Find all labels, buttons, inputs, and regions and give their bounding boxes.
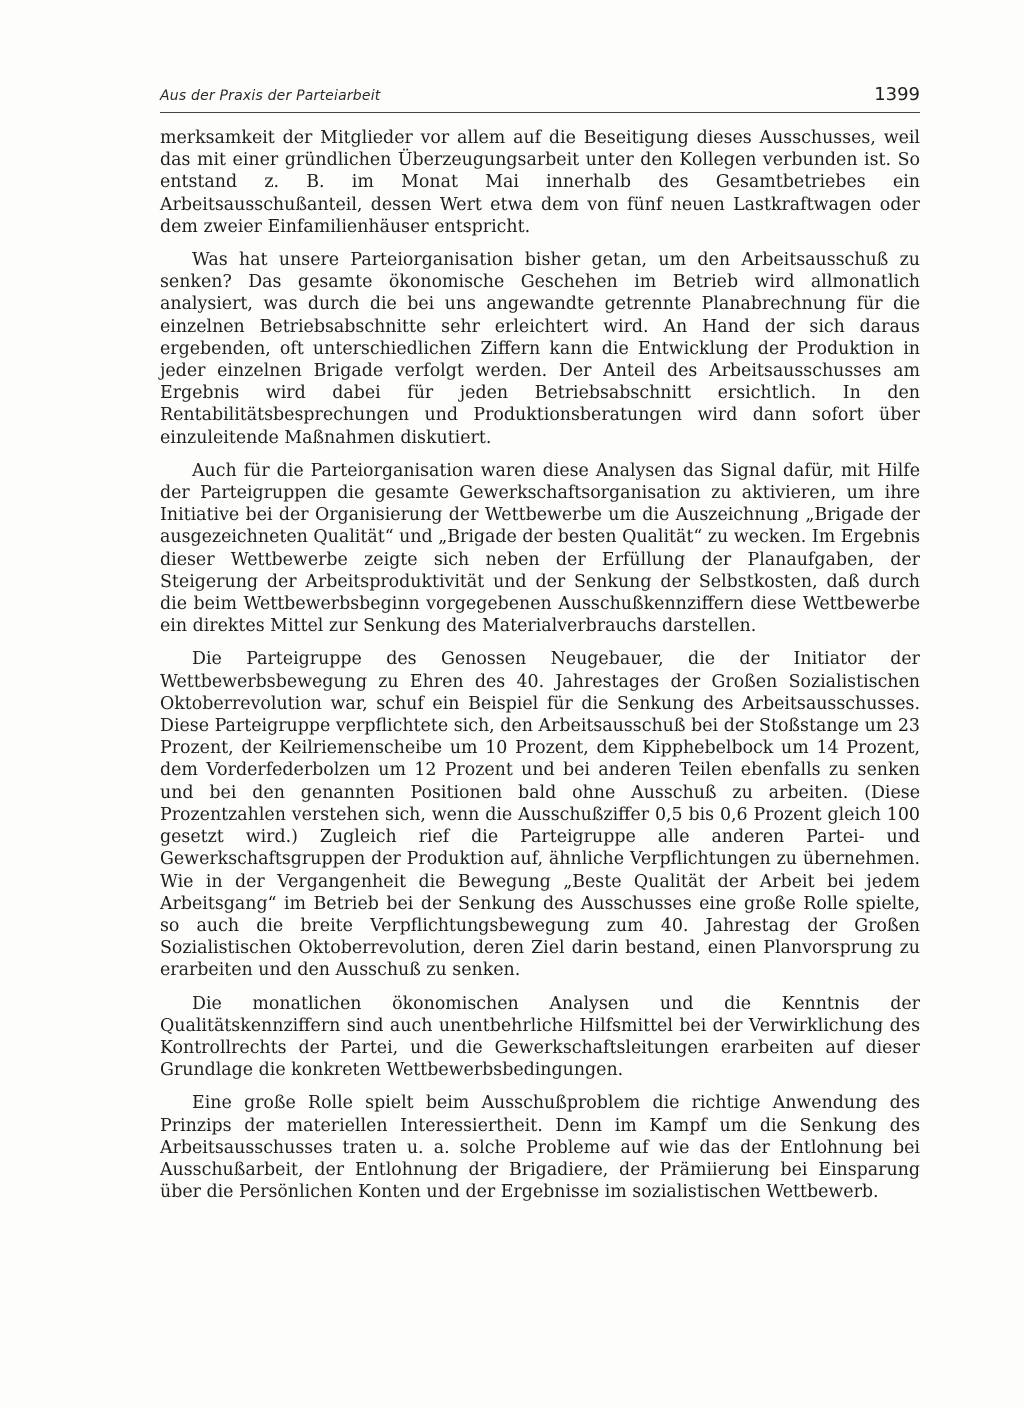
paragraph: Die Parteigruppe des Genossen Neugebauer, die der Initiator der Wettbewerbsbewegung zu Ehren des 40. Jahrestages der Großen Sozialistischen Oktoberrevolution war, schuf ein Beispiel für die Senkung des Arbeitsausschusses. Diese Parteigruppe verpflichtete sich, den Arbeitsausschuß bei der Stoßstange um 23 Prozent, der Keilriemenscheibe um 10 Prozent, dem Kipphebelbock um 14 Prozent, dem Vorderfederbolzen um 12 Prozent und bei anderen Teilen ebenfalls zu senken und bei den genannten Positionen bald ohne Ausschuß zu arbeiten. (Diese Prozentzahlen verstehen sich, wenn die Ausschußziffer 0,5 bis 0,6 Prozent gleich 100 gesetzt wird.) Zugleich rief die Parteigruppe alle anderen Partei- und Gewerkschaftsgruppen der Produktion auf, ähnliche Verpflichtungen zu übernehmen. Wie in der Vergangenheit die Bewegung „Beste Qualität der Arbeit bei jedem Arbeitsgang“ im Betrieb bei der Senkung des Ausschusses eine große Rolle spielte, so auch die breite Verpflichtungsbewegung zum 40. Jahrestag der Großen Sozialistischen Oktoberrevolution, deren Ziel darin bestand, einen Planvorsprung zu erarbeiten und den Ausschuß zu senken. — [160, 649, 920, 981]
header-rule — [160, 112, 920, 113]
paragraph: Eine große Rolle spielt beim Ausschußproblem die richtige Anwendung des Prinzips der materiellen Interessiertheit. Denn im Kampf um die Senkung des Arbeitsausschusses traten u. a. solche Probleme auf wie das der Entlohnung bei Ausschußarbeit, der Entlohnung der Brigadiere, der Prämiierung bei Einsparung über die Persönlichen Konten und der Ergebnisse im sozialistischen Wettbewerb. — [160, 1093, 920, 1203]
page-header — [160, 84, 920, 114]
page-number: 1399 — [874, 84, 920, 105]
paragraph: merksamkeit der Mitglieder vor allem auf die Beseitigung dieses Ausschusses, weil das mit einer gründlichen Überzeugungsarbeit unter den Kollegen verbunden ist. So entstand z. B. im Monat Mai innerhalb des Gesamtbetriebes ein Arbeitsausschußanteil, dessen Wert etwa dem von fünf neuen Lastkraftwagen oder dem zweier Einfamilienhäuser entspricht. — [160, 128, 920, 237]
running-head: Aus der Praxis der Parteiarbeit — [160, 88, 381, 104]
paragraph: Auch für die Parteiorganisation waren diese Analysen das Signal dafür, mit Hilfe der Parteigruppen die gesamte Gewerkschaftsorganisation zu aktivieren, um ihre Initiative bei der Organisierung der Wettbewerbe um die Auszeichnung „Brigade der ausgezeichneten Qualität“ und „Brigade der besten Qualität“ zu wecken. Im Ergebnis dieser Wettbewerbe zeigte sich neben der Erfüllung der Planaufgaben, der Steigerung der Arbeitsproduktivität und der Senkung der Selbstkosten, daß durch die beim Wettbewerbsbeginn vorgegebenen Ausschußkennziffern diese Wettbewerbe ein direktes Mittel zur Senkung des Materialverbrauchs darstellen. — [160, 460, 920, 637]
body-text — [160, 127, 920, 1214]
paragraph: Die monatlichen ökonomischen Analysen und die Kenntnis der Qualitätskennziffern sind auch unentbehrliche Hilfsmittel bei der Verwirklichung des Kontrollrechts der Partei, und die Gewerkschaftsleitungen erarbeiten auf dieser Grundlage die konkreten Wettbewerbsbedingungen. — [160, 993, 920, 1081]
paragraph: Was hat unsere Parteiorganisation bisher getan, um den Arbeitsausschuß zu senken? Das gesamte ökonomische Geschehen im Betrieb wird allmonatlich analysiert, was durch die bei uns angewandte getrennte Planabrechnung für die einzelnen Betriebsabschnitte sehr erleichtert wird. An Hand der sich daraus ergebenden, oft unterschiedlichen Ziffern kann die Entwicklung der Produktion in jeder einzelnen Brigade verfolgt werden. Der Anteil des Arbeitsausschusses am Ergebnis wird dabei für jeden Betriebsabschnitt ersichtlich. In den Rentabilitätsbesprechungen und Produktionsberatungen wird dann sofort über einzuleitende Maßnahmen diskutiert. — [160, 250, 920, 448]
